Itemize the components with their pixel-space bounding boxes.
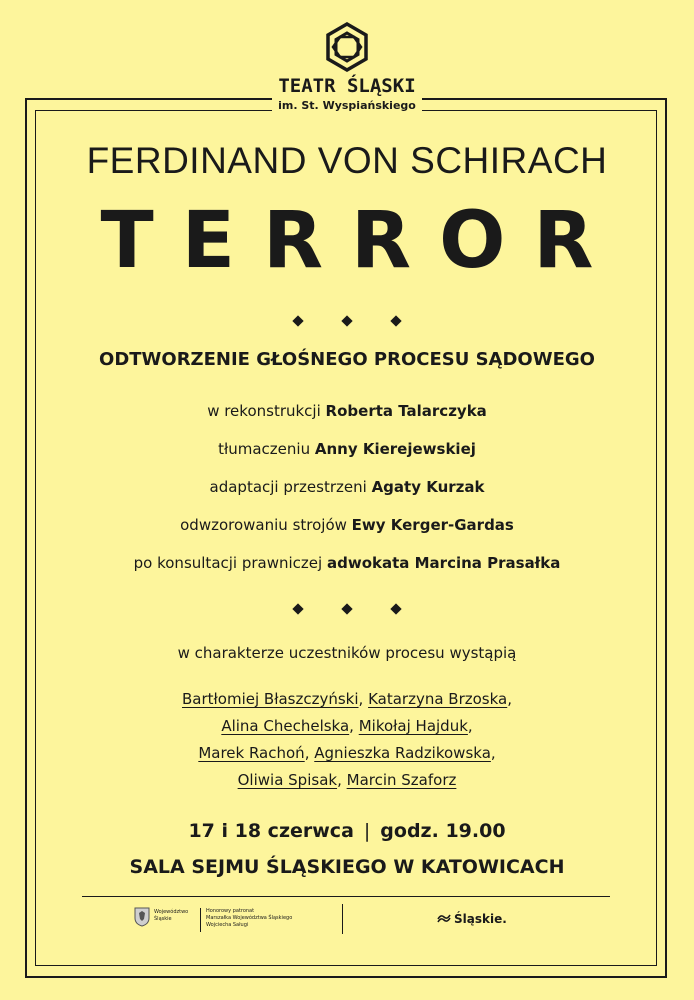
footer-separator xyxy=(200,908,201,932)
cast-member: Marek Rachoń xyxy=(198,744,305,762)
theatre-name: TEATR ŚLĄSKI xyxy=(278,75,416,97)
credit-person: Roberta Talarczyka xyxy=(325,402,487,420)
theatre-subname: im. St. Wyspiańskiego xyxy=(278,99,416,112)
credit-person: adwokata Marcina Prasałka xyxy=(326,554,561,572)
schedule xyxy=(0,820,694,842)
cast-member: Mikołaj Hajduk xyxy=(358,717,468,735)
venue: SALA SEJMU ŚLĄSKIEGO W KATOWICACH xyxy=(129,856,565,878)
author-name: FERDINAND VON SCHIRACH xyxy=(86,140,608,181)
credit-line xyxy=(0,436,694,474)
cast-row: Oliwia Spisak, Marcin Szaforz xyxy=(237,771,457,789)
diamond-icon xyxy=(341,315,352,326)
cast-row: Alina Chechelska, Mikołaj Hajduk, xyxy=(221,717,473,735)
cast-intro: w charakterze uczestników procesu wystąpią xyxy=(177,644,517,662)
credit-person: Ewy Kerger-Gardas xyxy=(351,516,514,534)
credit-person: Anny Kierejewskiej xyxy=(314,440,476,458)
credit-role: odwzorowaniu strojów xyxy=(180,516,347,534)
performance-time: godz. 19.00 xyxy=(380,820,506,842)
cast-member: Agnieszka Radzikowska xyxy=(314,744,491,762)
diamond-icon xyxy=(390,315,401,326)
cast-member: Bartłomiej Błaszczyński xyxy=(181,690,359,708)
crest-icon xyxy=(134,907,150,927)
diamond-icon xyxy=(292,315,303,326)
cast-list xyxy=(0,686,694,794)
diamond-divider-top xyxy=(0,310,694,329)
diamond-divider-bottom xyxy=(0,598,694,617)
cast-member: Marcin Szaforz xyxy=(346,771,457,789)
credit-role: po konsultacji prawniczej xyxy=(133,554,323,572)
credit-line xyxy=(0,474,694,512)
footer-divider xyxy=(82,896,610,897)
cast-member: Katarzyna Brzoska xyxy=(368,690,508,708)
credit-role: tłumaczeniu xyxy=(218,440,311,458)
performance-date: 17 i 18 czerwca xyxy=(188,820,354,842)
cast-row: Bartłomiej Błaszczyński, Katarzyna Brzoska, xyxy=(181,690,513,708)
credit-role: w rekonstrukcji xyxy=(207,402,321,420)
diamond-icon xyxy=(341,603,352,614)
credit-line xyxy=(0,398,694,436)
credit-person: Agaty Kurzak xyxy=(371,478,485,496)
diamond-icon xyxy=(292,603,303,614)
footer-separator xyxy=(342,904,343,934)
play-subtitle: ODTWORZENIE GŁOŚNEGO PROCESU SĄDOWEGO xyxy=(99,349,595,370)
cast-row: Marek Rachoń, Agnieszka Radzikowska, xyxy=(198,744,496,762)
hexagon-logo-icon xyxy=(325,22,369,72)
cast-member: Alina Chechelska xyxy=(221,717,350,735)
play-title: TERROR xyxy=(100,196,622,286)
credit-line xyxy=(0,512,694,550)
voivodeship-label: Województwo Śląskie xyxy=(154,909,189,922)
sponsor-footer xyxy=(82,904,610,940)
credit-role: adaptacji przestrzeni xyxy=(209,478,367,496)
credit-line xyxy=(0,550,694,588)
slaskie-wave-icon xyxy=(437,910,451,924)
patronage-label: Honorowy patronat Marszałka Województwa Śląskiego Wojciecha Saługi xyxy=(206,908,293,928)
credits-list xyxy=(0,398,694,588)
diamond-icon xyxy=(390,603,401,614)
cast-member: Oliwia Spisak xyxy=(237,771,338,789)
slaskie-brand: Śląskie. xyxy=(454,912,507,926)
schedule-separator: | xyxy=(363,820,371,842)
theatre-logo xyxy=(272,18,422,128)
